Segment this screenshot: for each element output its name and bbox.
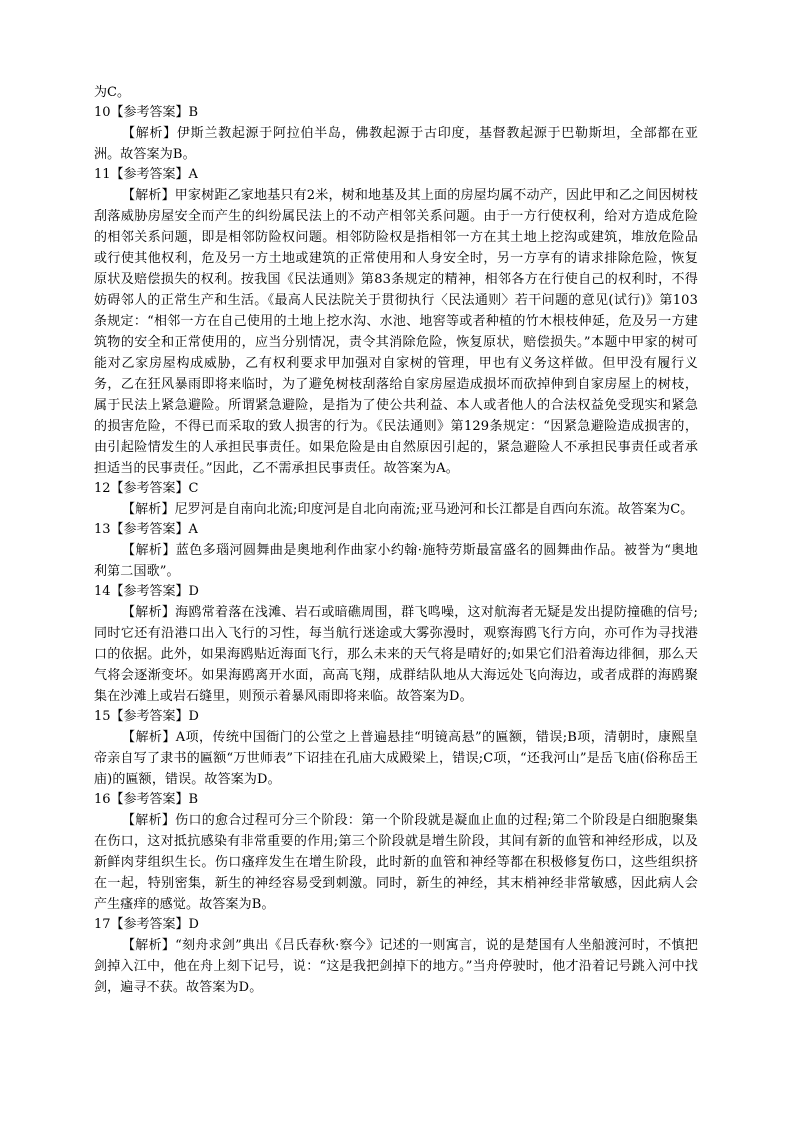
answer-explanation: 【解析】A项，传统中国衙门的公堂之上普遍悬挂“明镜高悬”的匾额，错误;B项，清朝时，康熙皇帝亲自写了隶书的匾额“万世师表”下诏挂在孔庙大成殿梁上，错误;C项，“还我河山”是岳飞庙(俗称岳王庙)的匾额，错误。故答案为D。 <box>94 730 698 787</box>
answer-explanation: 【解析】蓝色多瑙河圆舞曲是奥地利作曲家小约翰·施特劳斯最富盛名的圆舞曲作品。被誉为“奥地利第二国歌”。 <box>94 543 698 579</box>
answer-explanation: 【解析】甲家树距乙家地基只有2米，树和地基及其上面的房屋均属不动产，因此甲和乙之间因树枝刮落威胁房屋安全而产生的纠纷属民法上的不动产相邻关系问题。由于一方行使权利，给对方造成危险的相邻关系问题，即是相邻防险权问题。相邻防险权是指相邻一方在其土地上挖沟或建筑，堆放危险品或行使其他权利，危及另一方土地或建筑的正常使用和人身安全时，另一方享有的请求排除危险，恢复原状及赔偿损失的权利。按我国《民法通则》第83条规定的精神，相邻各方在行使自己的权利时，不得妨碍邻人的正常生产和生活。《最高人民法院关于贯彻执行〈民法通则〉若干问题的意见(试行)》第103条规定：“相邻一方在自己使用的土地上挖水沟、水池、地窖等或者种植的竹木根枝伸延，危及另一方建筑物的安全和正常使用的，应当分别情况，责令其消除危险，恢复原状，赔偿损失。”本题中甲家的树可能对乙家房屋构成威胁，乙有权利要求甲加强对自家树的管理，甲也有义务这样做。但甲没有履行义务，乙在狂风暴雨即将来临时，为了避免树枝刮落给自家房屋造成损坏而砍掉伸到自家房屋上的树枝，属于民法上紧急避险。所谓紧急避险，是指为了使公共利益、本人或者他人的合法权益免受现实和紧急的损害危险，不得已而采取的致人损害的行为。《民法通则》第129条规定：“因紧急避险造成损害的，由引起险情发生的人承担民事责任。如果危险是由自然原因引起的，紧急避险人不承担民事责任或者承担适当的民事责任。”因此，乙不需承担民事责任。故答案为A。 <box>94 188 698 476</box>
answer-list <box>94 103 698 998</box>
continued-text: 为C。 <box>94 85 130 100</box>
answer-explanation: 【解析】伤口的愈合过程可分三个阶段：第一个阶段就是凝血止血的过程;第二个阶段是白细胞聚集在伤口，这对抵抗感染有非常重要的作用;第三个阶段就是增生阶段，其间有新的血管和神经形成，以及新鲜肉芽组织生长。伤口瘙痒发生在增生阶段，此时新的血管和神经等都在积极修复伤口，这些组织挤在一起，特别密集，新生的神经容易受到刺激。同时，新生的神经，其末梢神经非常敏感，因此病人会产生瘙痒的感觉。故答案为B。 <box>94 813 698 912</box>
answer-item <box>94 790 698 915</box>
answer-item <box>94 582 698 707</box>
answer-heading: 12【参考答案】C <box>94 481 199 496</box>
answer-heading: 15【参考答案】D <box>94 709 199 724</box>
answer-heading: 16【参考答案】B <box>94 792 199 807</box>
answer-explanation: 【解析】“刻舟求剑”典出《吕氏春秋·察今》记述的一则寓言，说的是楚国有人坐船渡河时，不慎把剑掉入江中，他在舟上刻下记号，说：“这是我把剑掉下的地方。”当舟停驶时，他才沿着记号跳入河中找剑，遍寻不获。故答案为D。 <box>94 938 698 995</box>
answer-heading: 11【参考答案】A <box>94 167 198 182</box>
answer-explanation: 【解析】伊斯兰教起源于阿拉伯半岛，佛教起源于古印度，基督教起源于巴勒斯坦，全部都在亚洲。故答案为B。 <box>94 126 698 162</box>
answer-heading: 14【参考答案】D <box>94 584 199 599</box>
answer-item <box>94 103 698 165</box>
answer-item <box>94 915 698 998</box>
answer-explanation: 【解析】尼罗河是自南向北流;印度河是自北向南流;亚马逊河和长江都是自西向东流。故答案为C。 <box>122 502 694 517</box>
answer-heading: 13【参考答案】A <box>94 522 198 537</box>
answer-item <box>94 479 698 520</box>
answer-explanation: 【解析】海鸥常着落在浅滩、岩石或暗礁周围，群飞鸣噪，这对航海者无疑是发出提防撞礁的信号;同时它还有沿港口出入飞行的习性，每当航行迷途或大雾弥漫时，观察海鸥飞行方向，亦可作为寻找港口的依据。此外，如果海鸥贴近海面飞行，那么未来的天气将是晴好的;如果它们沿着海边徘徊，那么天气将会逐渐变坏。如果海鸥离开水面，高高飞翔，成群结队地从大海远处飞向海边，或者成群的海鸥聚集在沙滩上或岩石缝里，则预示着暴风雨即将来临。故答案为D。 <box>94 605 698 704</box>
answer-heading: 10【参考答案】B <box>94 105 199 120</box>
answer-item <box>94 707 698 790</box>
answer-heading: 17【参考答案】D <box>94 917 199 932</box>
answer-item <box>94 165 698 479</box>
answer-item <box>94 520 698 582</box>
